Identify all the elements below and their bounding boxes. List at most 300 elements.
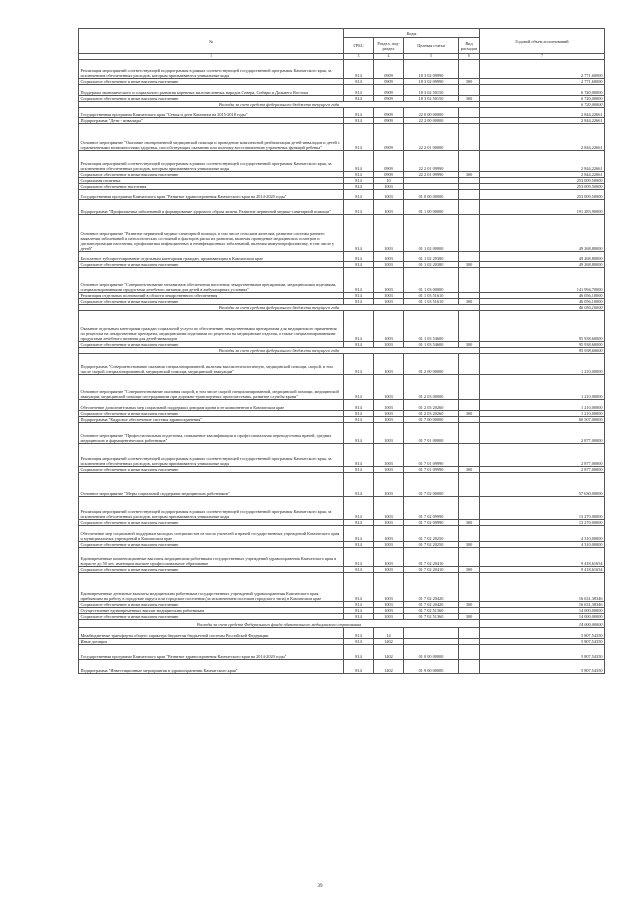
grbs-cell: 814 <box>344 96 374 102</box>
grbs-cell: 814 <box>344 497 374 520</box>
amount-cell: 46 056,10000 <box>480 299 605 305</box>
section-cell: 0909 <box>374 124 404 151</box>
amount-cell: 253 009,50000 <box>480 184 605 190</box>
exptype-cell: 300 <box>459 542 480 548</box>
grbs-cell: 814 <box>344 268 374 293</box>
section-cell: 1003 <box>374 567 404 573</box>
name-cell: Иные дотации <box>79 639 344 645</box>
table-row <box>79 190 605 200</box>
section-cell: 1003 <box>374 417 404 423</box>
section-cell: 0909 <box>374 151 404 172</box>
exptype-cell <box>459 85 480 96</box>
name-cell: Социальное обеспечение и иные выплаты населению <box>79 262 344 268</box>
table-row <box>79 60 605 79</box>
exptype-cell: 300 <box>459 467 480 473</box>
name-cell: Социальное обеспечение и иные выплаты населению <box>79 567 344 573</box>
amount-cell: 1 210,00000 <box>480 375 605 400</box>
grbs-cell: 814 <box>344 178 374 184</box>
section-cell: 0909 <box>374 172 404 178</box>
section-cell: 0909 <box>374 96 404 102</box>
section-cell: 0909 <box>374 85 404 96</box>
amount-cell: 253 009,50000 <box>480 178 605 184</box>
target-cell: 01 7 01 00000 <box>404 423 459 444</box>
exptype-cell: 300 <box>459 520 480 526</box>
table-row <box>79 645 605 660</box>
amount-cell: 4 310,00000 <box>480 542 605 548</box>
section-cell: 1003 <box>374 200 404 215</box>
table-row <box>79 268 605 293</box>
name-cell: Социальное обеспечение и иные выплаты населению <box>79 79 344 85</box>
name-cell: Социальное обеспечение и иные выплаты населению <box>79 342 344 348</box>
exptype-cell <box>459 375 480 400</box>
target-cell: 18 3 02 50150 <box>404 85 459 96</box>
name-cell: Социальная политика <box>79 178 344 184</box>
name-cell: Подпрограмма "Профилактика заболеваний и формирование здорового образа жизни. Развитие первичной медико-санитарной помощи" <box>79 200 344 215</box>
grbs-cell: 814 <box>344 567 374 573</box>
grbs-cell: 814 <box>344 400 374 411</box>
target-cell: 01 7 02 51360 <box>404 614 459 620</box>
section-cell: 0909 <box>374 118 404 124</box>
name-cell: Социальное обеспечение и иные выплаты населению <box>79 542 344 548</box>
section-cell: 1003 <box>374 608 404 614</box>
table-row <box>79 215 605 252</box>
amount-cell: 5 807,54350 <box>480 645 605 660</box>
target-cell: 01 1 03 54600 <box>404 311 459 342</box>
amount-cell: 49 268,80000 <box>480 252 605 262</box>
name-cell: Реализация отдельных полномочий в области лекарственного обеспечения <box>79 293 344 299</box>
exptype-cell: 300 <box>459 299 480 305</box>
name-cell: Социальное обеспечение и иные выплаты населению <box>79 614 344 620</box>
section-cell: 1003 <box>374 548 404 567</box>
target-cell: 22 2 00 00000 <box>404 118 459 124</box>
section-cell: 1402 <box>374 645 404 660</box>
grbs-cell: 814 <box>344 342 374 348</box>
amount-cell: 6 720,00000 <box>480 102 605 108</box>
section-cell: 1003 <box>374 497 404 520</box>
grbs-cell: 814 <box>344 60 374 79</box>
name-cell: Межбюджетные трансферты общего характера бюджетам бюджетной системы Российской Федерации <box>79 628 344 639</box>
amount-cell: 49 268,80000 <box>480 262 605 268</box>
target-cell: 01 7 02 51360 <box>404 608 459 614</box>
name-cell: Социальное обеспечение и иные выплаты населению <box>79 411 344 417</box>
exptype-cell: 300 <box>459 567 480 573</box>
exptype-cell <box>459 311 480 342</box>
exptype-cell <box>459 151 480 172</box>
target-cell: 01 7 01 09990 <box>404 444 459 467</box>
name-cell: Единовременные денежные выплаты медицинским работникам государственных учреждений здравоохранения Камчатского края, прибывшим на работу в городские округа или городские поселения (за исключением поселков городского типа) в Камчатском крае <box>79 573 344 602</box>
target-cell: 01 7 00 00000 <box>404 417 459 423</box>
section-cell: 1003 <box>374 542 404 548</box>
name-cell: Поддержка экономического и социального развития коренных малочисленных народов Севера, Сибири и Дальнего Востока <box>79 85 344 96</box>
table-row <box>79 400 605 411</box>
name-cell: Социальное обеспечение и иные выплаты населению <box>79 467 344 473</box>
section-cell: 0909 <box>374 60 404 79</box>
exptype-cell <box>459 473 480 497</box>
column-index: 3 <box>344 54 374 60</box>
name-cell: Реализация мероприятий соответствующей подпрограммы в рамках соответствующей государственной программы Камчатского края, за исключением обеспеченных расходов, которым присваиваются уникальные коды <box>79 444 344 467</box>
table-row <box>79 375 605 400</box>
exptype-cell <box>459 60 480 79</box>
amount-cell: 141 994,70000 <box>480 268 605 293</box>
section-cell: 1003 <box>374 215 404 252</box>
table-row <box>79 151 605 172</box>
grbs-cell: 814 <box>344 215 374 252</box>
grbs-cell: 814 <box>344 108 374 118</box>
target-cell: 22 2 01 00000 <box>404 124 459 151</box>
amount-cell: 5 807,54350 <box>480 628 605 639</box>
table-row <box>79 573 605 602</box>
grbs-cell: 814 <box>344 118 374 124</box>
amount-cell: 1 210,00000 <box>480 354 605 375</box>
table-row <box>79 252 605 262</box>
section-cell: 1003 <box>374 311 404 342</box>
header-grbs: ГРБС <box>344 38 374 54</box>
section-cell: 1003 <box>374 299 404 305</box>
amount-cell: 2 844,22661 <box>480 118 605 124</box>
target-cell: 01 7 02 20420 <box>404 602 459 608</box>
section-cell: 1003 <box>374 190 404 200</box>
grbs-cell: 814 <box>344 473 374 497</box>
table-row <box>79 497 605 520</box>
header-amount: Годовой объем ассигнований <box>480 29 605 54</box>
amount-cell: 16 631,38346 <box>480 573 605 602</box>
name-cell: Осуществление единовременных выплат медицинским работникам <box>79 608 344 614</box>
target-cell: 01 2 00 00000 <box>404 354 459 375</box>
grbs-cell: 814 <box>344 354 374 375</box>
name-cell: Социальное обеспечение и иные выплаты населению <box>79 96 344 102</box>
section-cell: 1003 <box>374 342 404 348</box>
section-cell: 1003 <box>374 520 404 526</box>
grbs-cell: 814 <box>344 79 374 85</box>
amount-cell: 60 507,00000 <box>480 417 605 423</box>
section-cell: 1003 <box>374 526 404 542</box>
table-header <box>79 29 605 60</box>
section-cell: 1003 <box>374 184 404 190</box>
exptype-cell <box>459 444 480 467</box>
name-cell: Единовременные компенсационные выплаты медицинским работникам государственных учреждений здравоохранения Камчатского края в возрасте до 50 лет, имеющим высшее профессиональное образование <box>79 548 344 567</box>
amount-cell: 9 418,61654 <box>480 548 605 567</box>
table-row <box>79 473 605 497</box>
amount-cell: 13 270,00000 <box>480 497 605 520</box>
name-cell: Основное мероприятие "Совершенствование оказания скорой, в том числе скорой специализированной, медицинской помощи, медицинской эвакуации, медицинской помощи пострадавшим при дорожно-транспортных происшествиях, развитие службы крови" <box>79 375 344 400</box>
grbs-cell: 814 <box>344 200 374 215</box>
name-cell: Основное мероприятие "Развитие первичной медико-санитарной помощи, в том числе сельским жителям, развитие системы раннего выявления заболеваний и патологических состояний и факторов риска их развития, включая проведение медицинских осмотров и диспансеризации населения, профилактика инфекционных и неинфекционных заболеваний, включая иммунопрофилактику, в том числе у детей" <box>79 215 344 252</box>
grbs-cell: 814 <box>344 628 374 639</box>
name-cell: Подпрограмма "Кадровое обеспечение системы здравоохранения" <box>79 417 344 423</box>
exptype-cell: 300 <box>459 342 480 348</box>
target-cell: 22 0 00 00000 <box>404 108 459 118</box>
amount-cell: 95 938,60000 <box>480 348 605 354</box>
section-cell: 1003 <box>374 262 404 268</box>
exptype-cell <box>459 497 480 520</box>
column-index: 6 <box>459 54 480 60</box>
funding-source-label: Расходы за счет средств Федерального фонда обязательного медицинского страхования <box>79 620 480 628</box>
name-cell: Государственная программа Камчатского края "Семья и дети Камчатки на 2015-2018 годы" <box>79 108 344 118</box>
grbs-cell: 814 <box>344 184 374 190</box>
table-row <box>79 200 605 215</box>
column-index: 7 <box>480 54 605 60</box>
grbs-cell: 814 <box>344 172 374 178</box>
table-row <box>79 444 605 467</box>
target-cell: 01 0 00 00000 <box>404 645 459 660</box>
grbs-cell: 814 <box>344 252 374 262</box>
budget-table <box>78 28 605 674</box>
section-cell: 1003 <box>374 268 404 293</box>
section-cell: 1003 <box>374 602 404 608</box>
name-cell: Социальное обеспечение и иные выплаты населению <box>79 602 344 608</box>
amount-cell: 2 844,22661 <box>480 108 605 118</box>
table-row <box>79 526 605 542</box>
target-cell: 01 1 00 00000 <box>404 200 459 215</box>
target-cell: 01 1 02 20380 <box>404 252 459 262</box>
amount-cell: 6 720,00000 <box>480 85 605 96</box>
target-cell: 01 1 03 51610 <box>404 293 459 299</box>
exptype-cell <box>459 215 480 252</box>
table-row <box>79 423 605 444</box>
name-cell: Бесплатное зубопротезирование отдельным категориям граждан, проживающим в Камчатском крае <box>79 252 344 262</box>
target-cell: 01 1 03 00000 <box>404 268 459 293</box>
grbs-cell: 814 <box>344 124 374 151</box>
name-cell: Реализация мероприятий соответствующей подпрограммы в рамках соответствующей государственной программы Камчатского края, за исключением обеспеченных расходов, которым присваиваются уникальные коды <box>79 497 344 520</box>
exptype-cell: 300 <box>459 262 480 268</box>
table-row <box>79 548 605 567</box>
name-cell: Основное мероприятие "Профессиональная подготовка, повышение квалификации и профессиональная переподготовка врачей, средних медицинских и фармацевтических работников" <box>79 423 344 444</box>
amount-cell: 253 009,50000 <box>480 190 605 200</box>
name-cell: Реализация мероприятий соответствующей подпрограммы в рамках соответствующей государственной программы Камчатского края, за исключением обеспеченных расходов, которым присваиваются уникальные коды <box>79 60 344 79</box>
grbs-cell: 814 <box>344 467 374 473</box>
amount-cell: 5 807,54350 <box>480 660 605 674</box>
amount-cell: 2 877,00000 <box>480 444 605 467</box>
amount-cell: 16 631,38346 <box>480 602 605 608</box>
exptype-cell: 300 <box>459 602 480 608</box>
table-row <box>79 660 605 674</box>
target-cell: 01 1 03 54600 <box>404 342 459 348</box>
name-cell: Государственная программа Камчатского края "Развитие здравоохранения Камчатского края на 2014-2020 годы" <box>79 645 344 660</box>
target-cell: 01 1 02 20380 <box>404 262 459 268</box>
exptype-cell: 300 <box>459 614 480 620</box>
target-cell: 18 3 02 09990 <box>404 79 459 85</box>
grbs-cell: 814 <box>344 645 374 660</box>
target-cell: 22 2 01 09990 <box>404 172 459 178</box>
exptype-cell <box>459 526 480 542</box>
grbs-cell: 814 <box>344 299 374 305</box>
grbs-cell: 814 <box>344 85 374 96</box>
table-row <box>79 85 605 96</box>
amount-cell: 49 268,80000 <box>480 215 605 252</box>
section-cell: 1003 <box>374 411 404 417</box>
grbs-cell: 814 <box>344 639 374 645</box>
exptype-cell <box>459 628 480 639</box>
target-cell: 01 7 02 20410 <box>404 567 459 573</box>
exptype-cell <box>459 548 480 567</box>
amount-cell: 14 000,00000 <box>480 608 605 614</box>
target-cell: 01 7 02 20420 <box>404 573 459 602</box>
column-index: 1 <box>79 54 344 60</box>
target-cell: 01 7 02 00000 <box>404 473 459 497</box>
amount-cell: 2 771,60000 <box>480 79 605 85</box>
grbs-cell: 814 <box>344 542 374 548</box>
exptype-cell <box>459 108 480 118</box>
grbs-cell: 814 <box>344 262 374 268</box>
grbs-cell: 814 <box>344 423 374 444</box>
target-cell: 01 7 02 09990 <box>404 497 459 520</box>
exptype-cell <box>459 645 480 660</box>
target-cell: 01 2 03 20260 <box>404 400 459 411</box>
amount-cell: 95 938,60000 <box>480 311 605 342</box>
name-cell: Подпрограмма "Совершенствование оказания специализированной, включая высокотехнологичную, медицинской помощи, скорой, в том числе скорой специализированной, медицинской помощи, медицинской эвакуации" <box>79 354 344 375</box>
exptype-cell <box>459 400 480 411</box>
name-cell: Социальное обеспечение населения <box>79 184 344 190</box>
funding-source-label: Расходы за счет средств федерального бюджета текущего года <box>79 305 480 311</box>
section-cell: 1003 <box>374 375 404 400</box>
section-cell: 1003 <box>374 444 404 467</box>
name-cell: Обеспечение дополнительных мер социальной поддержки донорам крови и ее компонентов в Камчатском крае <box>79 400 344 411</box>
grbs-cell: 814 <box>344 411 374 417</box>
grbs-cell: 814 <box>344 151 374 172</box>
name-cell: Основное мероприятие "Меры социальной поддержки медицинских работников" <box>79 473 344 497</box>
grbs-cell: 814 <box>344 293 374 299</box>
amount-cell: 4 310,00000 <box>480 526 605 542</box>
grbs-cell: 814 <box>344 190 374 200</box>
section-cell: 1003 <box>374 573 404 602</box>
target-cell: 01 1 02 00000 <box>404 215 459 252</box>
name-cell: Подпрограмма "Инвестиционные мероприятия в здравоохранении Камчатского края" <box>79 660 344 674</box>
grbs-cell: 814 <box>344 614 374 620</box>
table-row <box>79 108 605 118</box>
target-cell: 01 7 02 20410 <box>404 548 459 567</box>
amount-cell: 2 844,22661 <box>480 172 605 178</box>
amount-cell: 5 807,54350 <box>480 639 605 645</box>
target-cell <box>404 628 459 639</box>
target-cell: 01 1 03 51610 <box>404 299 459 305</box>
target-cell: 01 2 03 00000 <box>404 375 459 400</box>
table-row <box>79 311 605 342</box>
amount-cell: 46 056,10000 <box>480 293 605 299</box>
exptype-cell <box>459 423 480 444</box>
target-cell: 01 0 00 00000 <box>404 190 459 200</box>
name-cell: Оказание отдельным категориям граждан социальной услуги по обеспечению лекарственными препаратами для медицинского применения по рецептам на лекарственные препараты, медицинскими изделиями по рецептам на медицинские изделия, а также специализированными продуктами лечебного питания для детей-инвалидов <box>79 311 344 342</box>
target-cell: 18 3 02 09990 <box>404 60 459 79</box>
name-cell: Государственная программа Камчатского края "Развитие здравоохранения Камчатского края на 2014-2020 годы" <box>79 190 344 200</box>
grbs-cell: 814 <box>344 548 374 567</box>
amount-cell: 1 210,00000 <box>480 400 605 411</box>
exptype-cell <box>459 200 480 215</box>
section-cell: 10 <box>374 178 404 184</box>
name-cell: Основное мероприятие "Совершенствование механизмов обеспечения населения лекарственными препаратами, медицинскими изделиями, специализированными продуктами лечебного питания для детей в амбулаторных условиях" <box>79 268 344 293</box>
table-body <box>79 60 605 674</box>
header-target: Целевая статья <box>404 38 459 54</box>
name-cell: Обеспечение мер социальной поддержки молодых специалистов из числа учителей и врачей государственных учреждений Камчатского края и муниципальных учреждений в Камчатском крае <box>79 526 344 542</box>
exptype-cell <box>459 268 480 293</box>
section-cell: 1402 <box>374 639 404 645</box>
exptype-cell <box>459 190 480 200</box>
header-exptype: Вид расходов <box>459 38 480 54</box>
section-cell: 0909 <box>374 79 404 85</box>
funding-source-label: Расходы за счет средств федерального бюджета текущего года <box>79 348 480 354</box>
target-cell: 01 7 02 09990 <box>404 520 459 526</box>
section-cell: 1003 <box>374 293 404 299</box>
grbs-cell: 814 <box>344 444 374 467</box>
amount-cell: 13 270,00000 <box>480 520 605 526</box>
amount-cell: 2 877,00000 <box>480 423 605 444</box>
exptype-cell: 300 <box>459 79 480 85</box>
grbs-cell: 814 <box>344 311 374 342</box>
section-cell: 1003 <box>374 423 404 444</box>
section-cell: 1003 <box>374 400 404 411</box>
exptype-cell <box>459 660 480 674</box>
grbs-cell: 814 <box>344 417 374 423</box>
section-cell: 14 <box>374 628 404 639</box>
target-cell: 01 7 01 09990 <box>404 467 459 473</box>
amount-cell: 14 000,00000 <box>480 620 605 628</box>
funding-source-row <box>79 620 605 628</box>
target-cell: 01 2 03 20260 <box>404 411 459 417</box>
page-number: 39 <box>317 884 323 889</box>
amount-cell: 2 771,60000 <box>480 60 605 79</box>
exptype-cell <box>459 124 480 151</box>
header-number: № <box>79 29 344 54</box>
name-cell: Основное мероприятие "Оказание своевременной медицинской помощи и проведение комплексной реабилитации детей-инвалидов и детей с ограниченными возможностями здоровья, способствующих оказанию или полному восстановлению утраченных функций ребенка" <box>79 124 344 151</box>
amount-cell: 9 418,61654 <box>480 567 605 573</box>
name-cell: Социальное обеспечение и иные выплаты населению <box>79 520 344 526</box>
exptype-cell <box>459 573 480 602</box>
amount-cell: 2 877,00000 <box>480 467 605 473</box>
column-index: 4 <box>374 54 404 60</box>
name-cell: Социальное обеспечение и иные выплаты населению <box>79 299 344 305</box>
section-cell: 1003 <box>374 354 404 375</box>
grbs-cell: 814 <box>344 526 374 542</box>
table-row <box>79 628 605 639</box>
grbs-cell: 814 <box>344 660 374 674</box>
section-cell: 1003 <box>374 252 404 262</box>
section-cell: 1003 <box>374 467 404 473</box>
grbs-cell: 814 <box>344 520 374 526</box>
header-section: Раздел, под-раздел <box>374 38 404 54</box>
exptype-cell: 300 <box>459 96 480 102</box>
name-cell: Реализация мероприятий соответствующей подпрограммы в рамках соответствующей государственной программы Камчатского края, за исключением обеспеченных расходов, которым присваиваются уникальные коды <box>79 151 344 172</box>
section-cell: 1003 <box>374 614 404 620</box>
funding-source-label: Расходы за счет средств федерального бюджета текущего года <box>79 102 480 108</box>
amount-cell: 6 720,00000 <box>480 96 605 102</box>
amount-cell: 46 056,10000 <box>480 305 605 311</box>
amount-cell: 1 210,00000 <box>480 411 605 417</box>
amount-cell: 95 938,60000 <box>480 342 605 348</box>
header-codes: Коды <box>344 29 480 38</box>
name-cell: Подпрограмма "Дети - инвалиды" <box>79 118 344 124</box>
amount-cell: 2 844,22661 <box>480 151 605 172</box>
target-cell: 01 7 02 20250 <box>404 542 459 548</box>
target-cell: 01 7 02 20250 <box>404 526 459 542</box>
exptype-cell <box>459 252 480 262</box>
grbs-cell: 814 <box>344 573 374 602</box>
exptype-cell: 300 <box>459 411 480 417</box>
exptype-cell <box>459 354 480 375</box>
grbs-cell: 814 <box>344 608 374 614</box>
amount-cell: 57 630,00000 <box>480 473 605 497</box>
target-cell: 01 9 00 00000 <box>404 660 459 674</box>
section-cell: 0909 <box>374 108 404 118</box>
amount-cell: 2 844,22661 <box>480 124 605 151</box>
name-cell: Социальное обеспечение и иные выплаты населению <box>79 172 344 178</box>
table-row <box>79 354 605 375</box>
table-row <box>79 124 605 151</box>
amount-cell: 191 283,90000 <box>480 200 605 215</box>
target-cell: 22 2 01 09990 <box>404 151 459 172</box>
section-cell: 1402 <box>374 660 404 674</box>
column-index: 5 <box>404 54 459 60</box>
grbs-cell: 814 <box>344 602 374 608</box>
exptype-cell: 300 <box>459 172 480 178</box>
